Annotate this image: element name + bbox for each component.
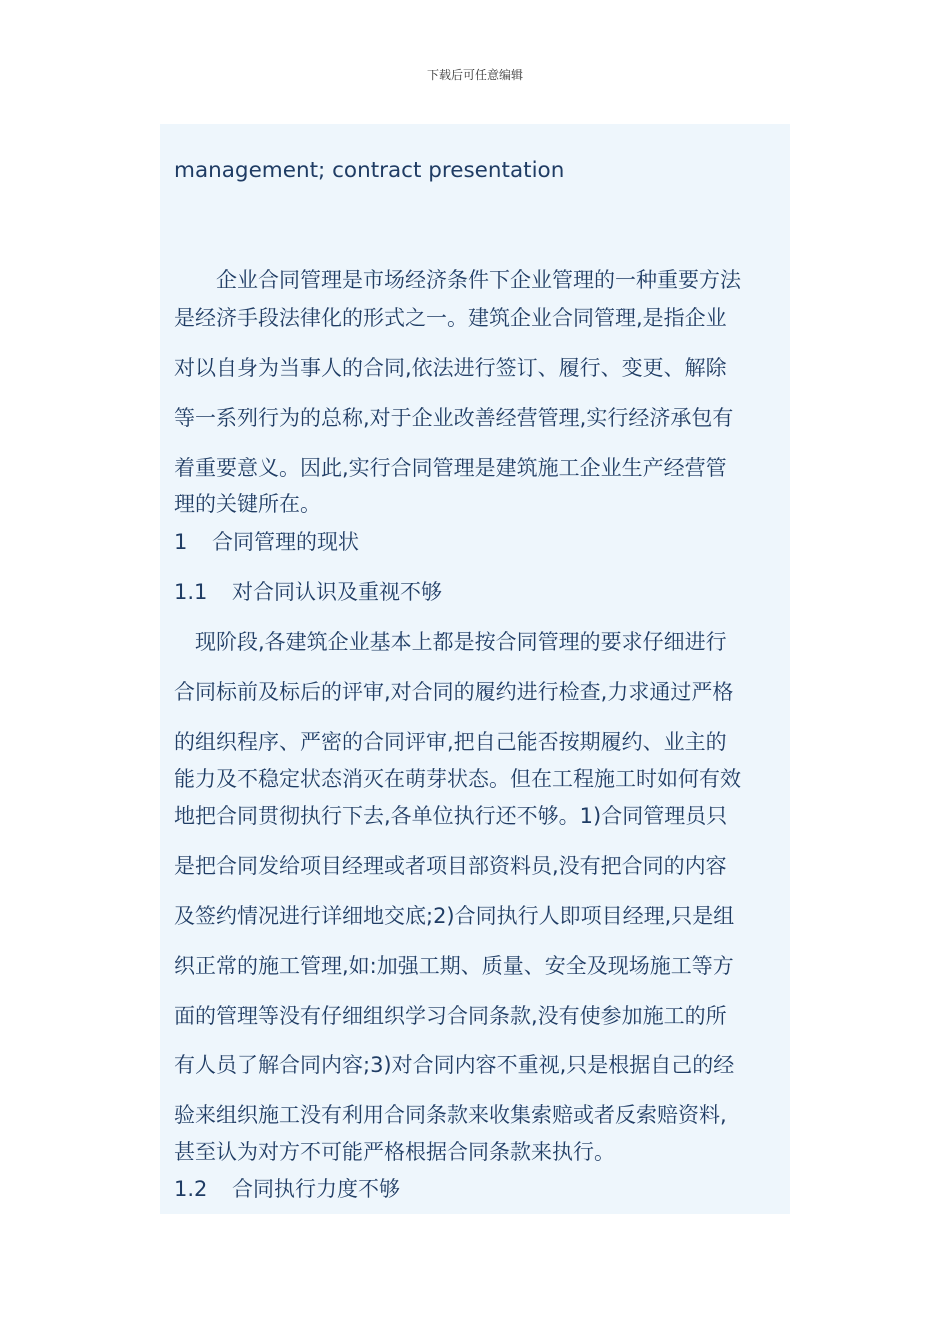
body-line-5: 地把合同贯彻执行下去,各单位执行还不够。1)合同管理员只 bbox=[174, 804, 728, 828]
section-title: 合同管理的现状 bbox=[212, 530, 359, 554]
intro-line-6: 理的关键所在。 bbox=[174, 492, 321, 516]
section-heading-1-1 bbox=[174, 582, 442, 603]
intro-line-4: 等一系列行为的总称,对于企业改善经营管理,实行经济承包有 bbox=[174, 406, 734, 430]
section-heading-1-2 bbox=[174, 1179, 400, 1200]
body-line-9: 面的管理等没有仔细组织学习合同条款,没有使参加施工的所 bbox=[174, 1004, 727, 1028]
section-number: 1 bbox=[174, 530, 188, 554]
body-line-7: 及签约情况进行详细地交底;2)合同执行人即项目经理,只是组 bbox=[174, 904, 735, 928]
page-header-note: 下载后可任意编辑 bbox=[426, 68, 523, 82]
intro-line-3: 对以自身为当事人的合同,依法进行签订、履行、变更、解除 bbox=[174, 356, 727, 380]
body-line-1: 现阶段,各建筑企业基本上都是按合同管理的要求仔细进行 bbox=[174, 630, 727, 654]
intro-line-2: 是经济手段法律化的形式之一。建筑企业合同管理,是指企业 bbox=[174, 306, 727, 330]
body-line-11: 验来组织施工没有利用合同条款来收集索赔或者反索赔资料, bbox=[174, 1103, 727, 1127]
section-heading-1 bbox=[174, 532, 359, 553]
section-number: 1.2 bbox=[174, 1177, 208, 1201]
body-line-6: 是把合同发给项目经理或者项目部资料员,没有把合同的内容 bbox=[174, 854, 727, 878]
section-title: 合同执行力度不够 bbox=[232, 1177, 400, 1201]
body-line-12: 甚至认为对方不可能严格根据合同条款来执行。 bbox=[174, 1140, 615, 1164]
body-line-2: 合同标前及标后的评审,对合同的履约进行检查,力求通过严格 bbox=[174, 680, 734, 704]
intro-line-1: 企业合同管理是市场经济条件下企业管理的一种重要方法 bbox=[174, 268, 741, 292]
body-line-3: 的组织程序、严密的合同评审,把自己能否按期履约、业主的 bbox=[174, 730, 727, 754]
body-line-4: 能力及不稳定状态消灭在萌芽状态。但在工程施工时如何有效 bbox=[174, 767, 741, 791]
body-line-8: 织正常的施工管理,如:加强工期、质量、安全及现场施工等方 bbox=[174, 954, 734, 978]
intro-line-5: 着重要意义。因此,实行合同管理是建筑施工企业生产经营管 bbox=[174, 456, 727, 480]
section-title: 对合同认识及重视不够 bbox=[232, 580, 442, 604]
keywords-english-tail: management; contract presentation bbox=[174, 158, 565, 183]
section-number: 1.1 bbox=[174, 580, 208, 604]
body-line-10: 有人员了解合同内容;3)对合同内容不重视,只是根据自己的经 bbox=[174, 1053, 735, 1077]
